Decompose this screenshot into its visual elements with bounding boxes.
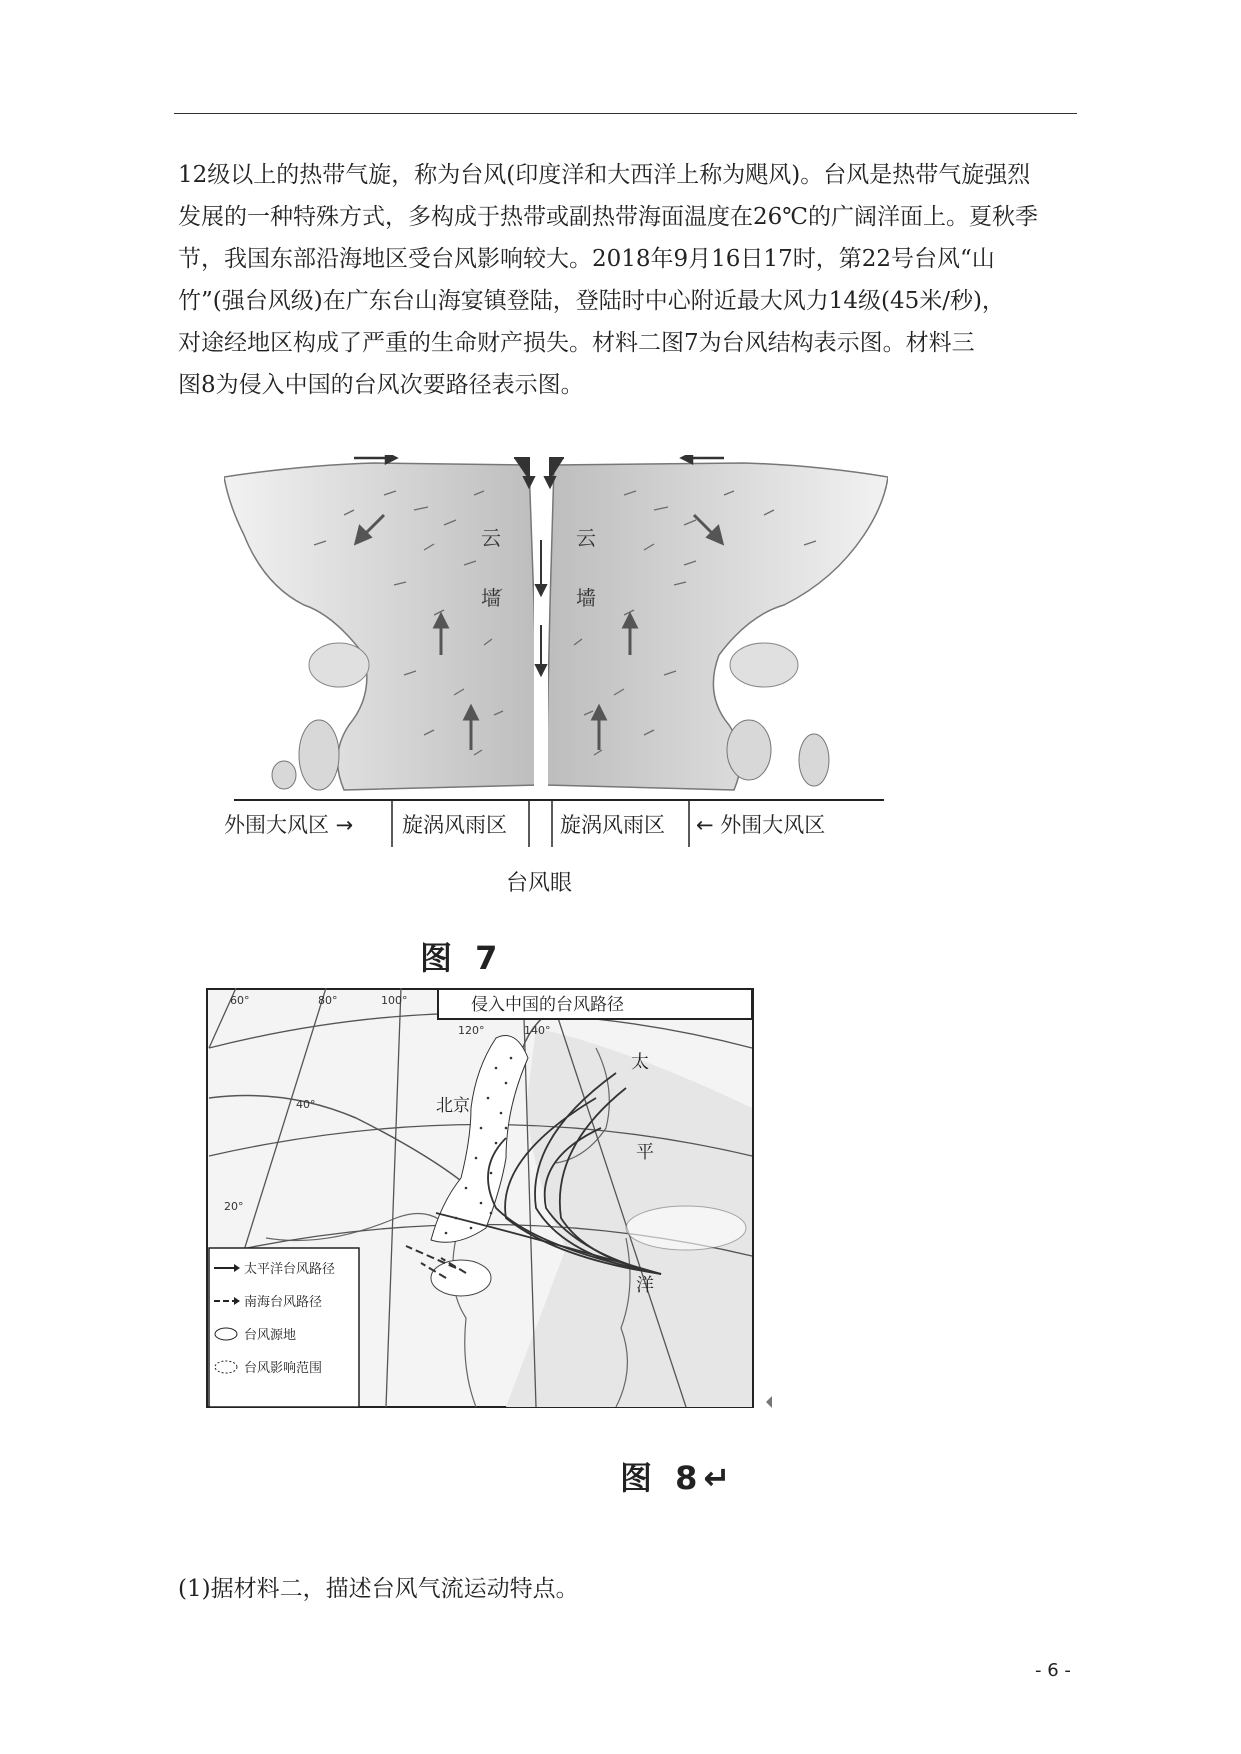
paragraph-line: 节，我国东部沿海地区受台风影响较大。2018年9月16日17时，第22号台风“山 (178, 246, 995, 272)
paragraph-line: 对途经地区构成了严重的生命财产损失。材料二图7为台风结构表示图。材料三 (178, 330, 975, 356)
legend-source: 台风源地 (244, 1328, 297, 1343)
vortex-rain-zone-label: 旋涡风雨区 (560, 813, 665, 837)
paragraph-line: 12级以上的热带气旋，称为台风(印度洋和大西洋上称为飓风)。台风是热带气旋强烈 (178, 162, 1031, 188)
legend-pacific-path: 太平洋台风路径 (244, 1262, 336, 1277)
header-rule (174, 113, 1077, 114)
legend-south-sea-path: 南海台风路径 (244, 1295, 323, 1310)
longitude-label: 80° (318, 994, 338, 1007)
typhoon-path-map (206, 988, 772, 1410)
longitude-label: 120° (458, 1024, 485, 1037)
latitude-label: 20° (224, 1200, 244, 1213)
material-paragraph (178, 154, 1078, 406)
longitude-label: 100° (381, 994, 408, 1007)
cloud-wall-label: 云 (576, 526, 596, 550)
paragraph-line: 图8为侵入中国的台风次要路径表示图。 (178, 372, 584, 398)
longitude-label: 60° (230, 994, 250, 1007)
cloud-wall-label: 云 (481, 526, 501, 550)
small-cloud (272, 761, 296, 789)
outer-wind-zone-label: ← 外围大风区 (696, 813, 826, 837)
longitude-label: 140° (524, 1024, 551, 1037)
paragraph-line: 竹”(强台风级)在广东台山海宴镇登陆，登陆时中心附近最大风力14级(45米/秒)， (178, 288, 1005, 314)
left-cloud-wall (224, 463, 539, 790)
latitude-label: 40° (296, 1098, 316, 1111)
vortex-rain-zone-label: 旋涡风雨区 (402, 813, 507, 837)
typhoon-source-area (626, 1206, 746, 1250)
paragraph-line: 发展的一种特殊方式，多构成于热带或副热带海面温度在26℃的广阔洋面上。夏秋季 (178, 204, 1038, 230)
typhoon-structure-diagram (224, 455, 888, 905)
map-title: 侵入中国的台风路径 (471, 995, 624, 1015)
right-cloud-wall (546, 463, 888, 790)
ocean-label: 太 (631, 1052, 649, 1073)
ocean-label: 平 (636, 1142, 654, 1163)
typhoon-source-area (431, 1260, 491, 1296)
small-cloud (299, 720, 339, 790)
ocean-label: 洋 (636, 1275, 654, 1296)
figure-8-caption: 图 8↵ (620, 1459, 737, 1497)
legend-influence-area: 台风影响范围 (244, 1361, 323, 1376)
small-cloud (730, 643, 798, 687)
city-label-beijing: 北京 (436, 1096, 470, 1116)
small-cloud (799, 734, 829, 786)
map-legend (209, 1248, 359, 1407)
cloud-wall-label: 墙 (576, 586, 596, 610)
small-cloud (727, 720, 771, 780)
cloud-wall-label: 墙 (481, 586, 501, 610)
figure-7-caption: 图 7 (420, 939, 504, 977)
typhoon-eye-label: 台风眼 (506, 871, 573, 896)
question-1: (1)据材料二，描述台风气流运动特点。 (178, 1576, 579, 1602)
page-number: - 6 - (1035, 1660, 1071, 1681)
small-cloud (309, 643, 369, 687)
outer-wind-zone-label: 外围大风区 → (224, 813, 354, 837)
